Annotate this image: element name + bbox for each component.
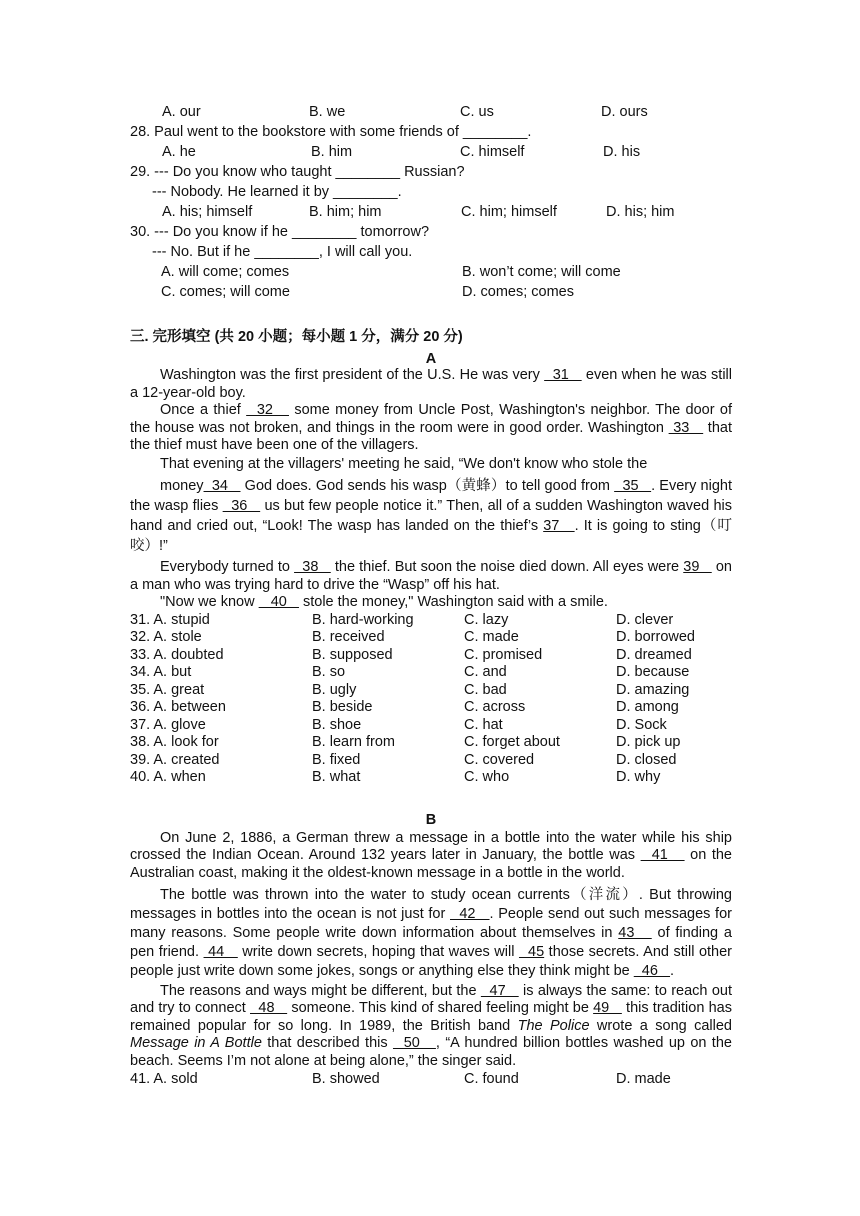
question-30: 30. --- Do you know if he ________ tomorrow? (130, 224, 430, 240)
text: Washington was the first president of the U.S. He was very (160, 367, 545, 383)
blank-42: 42 (450, 905, 490, 922)
passage-a-paragraph-4 (130, 559, 732, 594)
option-a: 39. A. created (130, 751, 220, 768)
text: someone. This kind of shared feeling might be (287, 1000, 594, 1017)
option-d: D. amazing (616, 681, 690, 698)
option-b: B. hard-working (312, 611, 414, 628)
text: . Every night the wasp flies (130, 477, 732, 514)
text: write down secrets, hoping that waves will (237, 943, 519, 960)
option-c: C. promised (464, 646, 543, 663)
band-name: The Police (517, 1017, 590, 1034)
passage-b-paragraph-3 (130, 983, 732, 1071)
section-title: 三. 完形填空 (共 20 小题；每小题 1 分，满分 20 分) (130, 329, 463, 345)
option-c: C. made (464, 629, 519, 646)
option-d: D. comes; comes (462, 284, 574, 300)
option-d: D. why (616, 769, 661, 786)
option-a: 41. A. sold (130, 1070, 198, 1087)
text: On June 2, 1886, a German threw a message in a bottle into the water while his ship crossed the Indian Ocean. Around 132 years later in January, the bottle was (130, 829, 732, 864)
passage-a-options (130, 612, 732, 787)
option-c: C. found (464, 1070, 519, 1087)
text: is always the same: to reach out and try to connect (130, 982, 732, 1017)
text: "Now we know (160, 594, 259, 611)
option-a: A. our (162, 104, 201, 120)
text: the thief. But soon the noise died down. All eyes were (330, 558, 684, 575)
passage-a-heading: A (425, 351, 437, 367)
option-b: B. we (309, 104, 346, 120)
song-title: Message in A Bottle (130, 1035, 262, 1052)
option-d: D. borrowed (616, 629, 695, 646)
blank-43: 43 (618, 924, 652, 941)
option-d: D. clever (616, 611, 674, 628)
option-c: C. us (460, 104, 494, 120)
passage-b-options (130, 1071, 732, 1089)
option-a: 31. A. stupid (130, 611, 210, 628)
option-b: B. ugly (312, 681, 357, 698)
option-row (130, 717, 732, 735)
option-row (130, 1071, 732, 1089)
option-a: 33. A. doubted (130, 646, 224, 663)
blank-44: 44 (203, 943, 238, 960)
blank-38: 38 (294, 558, 331, 575)
option-a: 32. A. stole (130, 629, 202, 646)
passage-a-paragraph-3-line1: That evening at the villagers' meeting he said, “We don't know who stole the (160, 455, 648, 472)
blank-35: 35 (614, 477, 652, 494)
option-d: D. Sock (616, 716, 667, 733)
text: some money from Uncle Post, Washington's neighbor. The door of the house was not broken, and things in the room were in good order. Washington (130, 402, 733, 436)
option-c: C. forget about (464, 734, 560, 751)
option-d: D. dreamed (616, 646, 692, 663)
text: that the thief must have been one of the villagers. (130, 419, 732, 454)
blank-50: 50 (392, 1035, 436, 1052)
blank-49: 49 (593, 1000, 622, 1017)
option-c: C. him; himself (461, 204, 557, 220)
blank-32: 32 (246, 402, 289, 419)
text: The reasons and ways might be different, but the (160, 982, 481, 999)
text: those secrets. And still other people just write down some jokes, songs or anything else they think might be (130, 943, 732, 979)
blank-45: 45 (518, 943, 545, 960)
option-a: A. will come; comes (161, 264, 290, 280)
text: . People send out such messages for many reasons. Some people write down information about themselves in (130, 905, 732, 941)
option-d: D. his; him (606, 204, 675, 220)
option-b: B. beside (312, 699, 373, 716)
option-row (130, 682, 732, 700)
question-29: 29. --- Do you know who taught ________ Russian? (130, 164, 465, 180)
option-b: B. him; him (309, 204, 382, 220)
option-row (130, 752, 732, 770)
blank-34: 34 (203, 477, 241, 494)
passage-a-paragraph-3 (130, 476, 732, 556)
option-c: C. who (464, 769, 510, 786)
text: Once a thief (160, 402, 247, 419)
option-b: B. fixed (312, 751, 361, 768)
text: this tradition has remained popular for so long. In 1989, the British band (130, 1000, 732, 1034)
text: even when he was still a 12-year-old boy. (130, 367, 732, 401)
option-a: 35. A. great (130, 681, 205, 698)
blank-36: 36 (222, 497, 261, 514)
exam-page (130, 102, 732, 1088)
option-b: B. what (312, 769, 361, 786)
option-row (130, 629, 732, 647)
text: money (160, 477, 204, 494)
q30-options-row2 (130, 282, 732, 302)
option-b: B. so (312, 664, 346, 681)
blank-48: 48 (250, 1000, 288, 1017)
passage-a-paragraph-2 (130, 402, 732, 455)
option-d: D. among (616, 699, 679, 716)
option-b: B. learn from (312, 734, 395, 751)
passage-b-paragraph-1 (130, 830, 732, 883)
text: . (670, 962, 675, 979)
text: on the Australian coast, making it the oldest-known message in a bottle in the world. (130, 847, 732, 881)
blank-46: 46 (633, 962, 671, 979)
option-a: 36. A. between (130, 699, 226, 716)
option-c: C. bad (464, 681, 507, 698)
passage-a-paragraph-1 (130, 367, 732, 402)
blank-41: 41 (640, 847, 685, 864)
option-row (130, 612, 732, 630)
blank-40: 40 (258, 594, 299, 611)
text: God does. God sends his wasp（黄蜂）to tell good from (240, 477, 615, 494)
text: stole the money," Washington said with a smile. (298, 594, 608, 611)
q27-options (130, 102, 732, 122)
option-b: B. received (312, 629, 385, 646)
q30-options-row1 (130, 262, 732, 282)
option-a: A. he (162, 144, 196, 160)
blank-33: 33 (668, 419, 704, 436)
text: on a man who was trying hard to drive the “Wasp” off his hat. (130, 558, 732, 593)
option-d: D. closed (616, 751, 677, 768)
option-b: B. supposed (312, 646, 393, 663)
option-a: A. his; himself (162, 204, 253, 220)
option-c: C. lazy (464, 611, 509, 628)
text: that described this (261, 1035, 393, 1052)
option-a: 34. A. but (130, 664, 192, 681)
option-b: B. won’t come; will come (462, 264, 621, 280)
passage-b-paragraph-2 (130, 886, 732, 981)
option-c: C. covered (464, 751, 535, 768)
option-d: D. because (616, 664, 690, 681)
text: , “A hundred billion bottles washed up on the beach. Seems I’m not alone at being alone,” the singer said. (130, 1035, 732, 1069)
blank-39: 39 (683, 558, 712, 575)
q28-options (130, 142, 732, 162)
passage-b-heading: B (425, 811, 437, 828)
option-c: C. comes; will come (161, 284, 290, 300)
question-29-reply: --- Nobody. He learned it by ________. (152, 184, 402, 200)
option-d: D. ours (601, 104, 648, 120)
option-b: B. showed (312, 1070, 380, 1087)
option-row (130, 734, 732, 752)
option-d: D. made (616, 1070, 671, 1087)
text: of finding a pen friend. (130, 924, 732, 960)
option-row (130, 699, 732, 717)
option-a: 38. A. look for (130, 734, 219, 751)
option-c: C. himself (460, 144, 525, 160)
passage-a-paragraph-5 (130, 594, 732, 612)
blank-31: 31 (544, 367, 582, 383)
option-a: 40. A. when (130, 769, 206, 786)
option-a: 37. A. glove (130, 716, 206, 733)
text: us but few people notice it.” Then, all of a sudden Washington waved his hand and cried out, “Look! The wasp has landed on the thief’s (130, 497, 732, 534)
blank-37: 37 (543, 517, 575, 534)
option-c: C. hat (464, 716, 503, 733)
q29-options (130, 202, 732, 222)
text: wrote a song called (589, 1017, 732, 1034)
option-b: B. shoe (312, 716, 362, 733)
text: Everybody turned to (160, 558, 295, 575)
option-d: D. his (603, 144, 641, 160)
option-row (130, 769, 732, 787)
option-c: C. across (464, 699, 526, 716)
blank-47: 47 (480, 982, 519, 999)
option-c: C. and (464, 664, 507, 681)
option-row (130, 664, 732, 682)
question-30-reply: --- No. But if he ________, I will call you. (152, 244, 413, 260)
text: The bottle was thrown into the water to study ocean currents（洋流）. But throwing messages in bottles into the ocean is not just for (130, 886, 732, 922)
option-b: B. him (311, 144, 353, 160)
option-d: D. pick up (616, 734, 681, 751)
option-row (130, 647, 732, 665)
text: . It is going to sting（叮咬）!” (130, 517, 732, 554)
question-28: 28. Paul went to the bookstore with some friends of ________. (130, 124, 532, 140)
